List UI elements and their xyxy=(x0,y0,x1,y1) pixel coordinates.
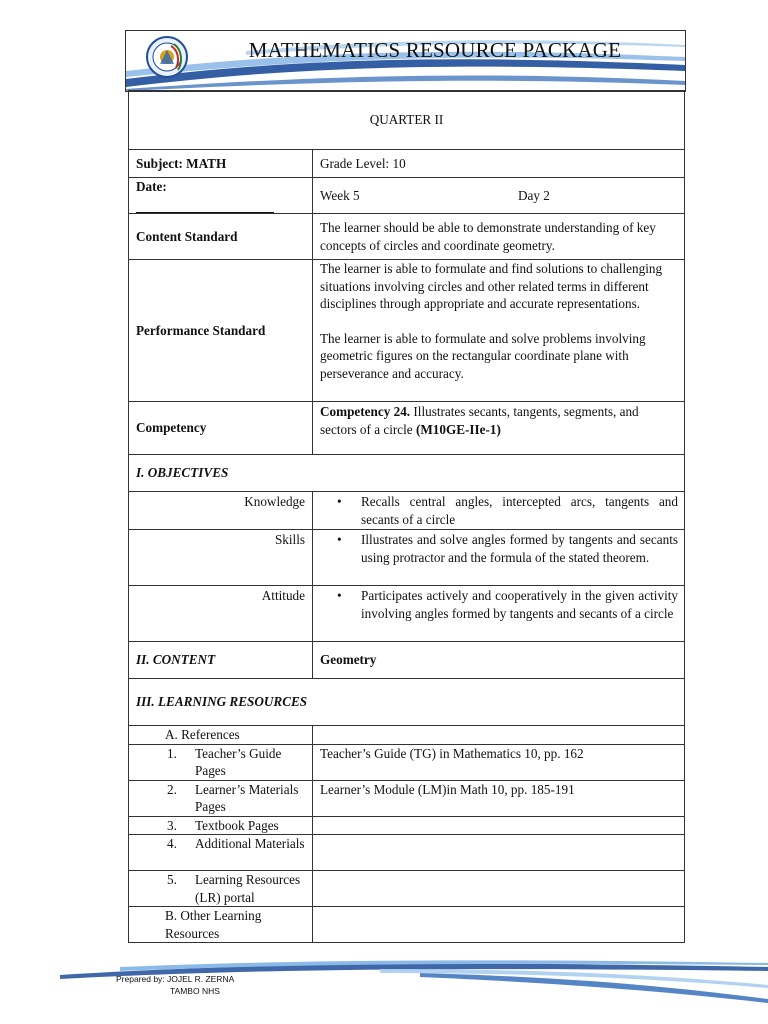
resource-row-5 xyxy=(129,871,685,907)
deped-seal-logo xyxy=(146,36,188,78)
resource-label-cell-1 xyxy=(129,744,313,780)
resource-value-1: Teacher’s Guide (TG) in Mathematics 10, pp. 162 xyxy=(313,744,685,780)
date-row xyxy=(129,178,685,214)
lesson-plan-table xyxy=(128,90,685,943)
resource-row-2 xyxy=(129,780,685,816)
performance-standard-cell xyxy=(313,260,685,402)
resource-row-4 xyxy=(129,835,685,871)
bullet-icon: • xyxy=(337,588,342,603)
resource-label-cell-2 xyxy=(129,780,313,816)
date-cell xyxy=(129,178,313,214)
content-heading: II. CONTENT xyxy=(129,642,313,679)
resource-label-2: Learner’s Materials Pages xyxy=(195,781,299,814)
prepared-by-line: Prepared by: JOJEL R. ZERNA xyxy=(116,974,235,984)
resource-label-3: Textbook Pages xyxy=(195,817,279,833)
objective-text-knowledge: Recalls central angles, intercepted arcs, tangents and secants of a circle xyxy=(361,494,678,527)
resource-row-3 xyxy=(129,816,685,835)
learning-resources-heading-row xyxy=(129,679,685,726)
references-label: A. References xyxy=(129,726,313,745)
resource-num-2: 2. xyxy=(167,781,177,797)
resource-value-3 xyxy=(313,816,685,835)
competency-cell xyxy=(313,402,685,455)
competency-prefix: Competency 24. xyxy=(320,404,411,419)
quarter-row xyxy=(129,91,685,150)
subject-row xyxy=(129,150,685,178)
references-row xyxy=(129,726,685,745)
week-day-cell xyxy=(313,178,685,214)
objectives-heading-row xyxy=(129,455,685,492)
resource-label-5: Learning Resources (LR) portal xyxy=(195,872,301,905)
resource-label-1: Teacher’s Guide Pages xyxy=(195,745,282,778)
objective-label-skills: Skills xyxy=(129,530,313,586)
resource-num-1: 1. xyxy=(167,745,177,761)
resource-num-3: 3. xyxy=(167,817,177,833)
other-resources-value xyxy=(313,907,685,943)
subject-cell: Subject: MATH xyxy=(129,150,313,178)
other-resources-label: B. Other Learning Resources xyxy=(129,907,313,943)
resource-value-5 xyxy=(313,871,685,907)
objective-row-skills xyxy=(129,530,685,586)
bullet-icon: • xyxy=(337,532,342,547)
resource-num-4: 4. xyxy=(167,836,177,851)
content-standard-text: The learner should be able to demonstrate understanding of key concepts of circles and coordinate geometry. xyxy=(313,214,685,260)
day-label: Day 2 xyxy=(518,187,550,203)
objective-cell-knowledge xyxy=(313,492,685,530)
objective-label-knowledge: Knowledge xyxy=(129,492,313,530)
learning-resources-heading: III. LEARNING RESOURCES xyxy=(129,679,685,726)
objective-text-skills: Illustrates and solve angles formed by tangents and secants using protractor and the formula of the stated theorem. xyxy=(361,532,678,565)
resource-value-4 xyxy=(313,835,685,871)
objective-text-attitude: Participates actively and cooperatively in the given activity involving angles formed by tangents and secants of a circle xyxy=(361,588,678,621)
objective-cell-skills xyxy=(313,530,685,586)
objective-row-knowledge xyxy=(129,492,685,530)
date-label: Date: xyxy=(136,179,167,194)
performance-standard-label: Performance Standard xyxy=(129,260,313,402)
competency-code: (M10GE-IIe-1) xyxy=(415,421,501,437)
content-row xyxy=(129,642,685,679)
performance-standard-text-1: The learner is able to formulate and find solutions to challenging situations involving circles and other related terms in different disciplines through appropriate and accurate representations. xyxy=(320,261,663,311)
content-standard-row xyxy=(129,214,685,260)
content-value: Geometry xyxy=(313,642,685,679)
resource-label-cell-5 xyxy=(129,871,313,907)
grade-level-cell: Grade Level: 10 xyxy=(313,150,685,178)
date-blank-line xyxy=(136,200,274,213)
objective-row-attitude xyxy=(129,586,685,642)
competency-label: Competency xyxy=(129,402,313,455)
resource-row-1 xyxy=(129,744,685,780)
resource-value-2: Learner’s Module (LM)in Math 10, pp. 185-191 xyxy=(313,780,685,816)
performance-standard-text-2: The learner is able to formulate and solve problems involving geometric figures on the rectangular coordinate plane with perseverance and accuracy. xyxy=(320,330,646,381)
resource-label-cell-4 xyxy=(129,835,313,871)
competency-row xyxy=(129,402,685,455)
objective-cell-attitude xyxy=(313,586,685,642)
document-title: MATHEMATICS RESOURCE PACKAGE xyxy=(248,38,622,62)
quarter-cell: QUARTER II xyxy=(129,91,685,150)
references-value xyxy=(313,726,685,745)
prepared-by-note xyxy=(116,973,234,997)
competency-text: Illustrates secants, tangents, segments, and sectors of a circle xyxy=(320,404,639,437)
school-line: TAMBO NHS xyxy=(170,986,220,996)
objective-label-attitude: Attitude xyxy=(129,586,313,642)
resource-label-cell-3 xyxy=(129,816,313,835)
other-resources-row xyxy=(129,907,685,943)
content-standard-label: Content Standard xyxy=(129,214,313,260)
bullet-icon: • xyxy=(337,494,342,509)
week-label: Week 5 xyxy=(320,187,360,203)
resource-label-4: Additional Materials xyxy=(195,836,305,851)
resource-num-5: 5. xyxy=(167,872,177,887)
objectives-heading: I. OBJECTIVES xyxy=(129,455,685,492)
performance-standard-row xyxy=(129,260,685,402)
